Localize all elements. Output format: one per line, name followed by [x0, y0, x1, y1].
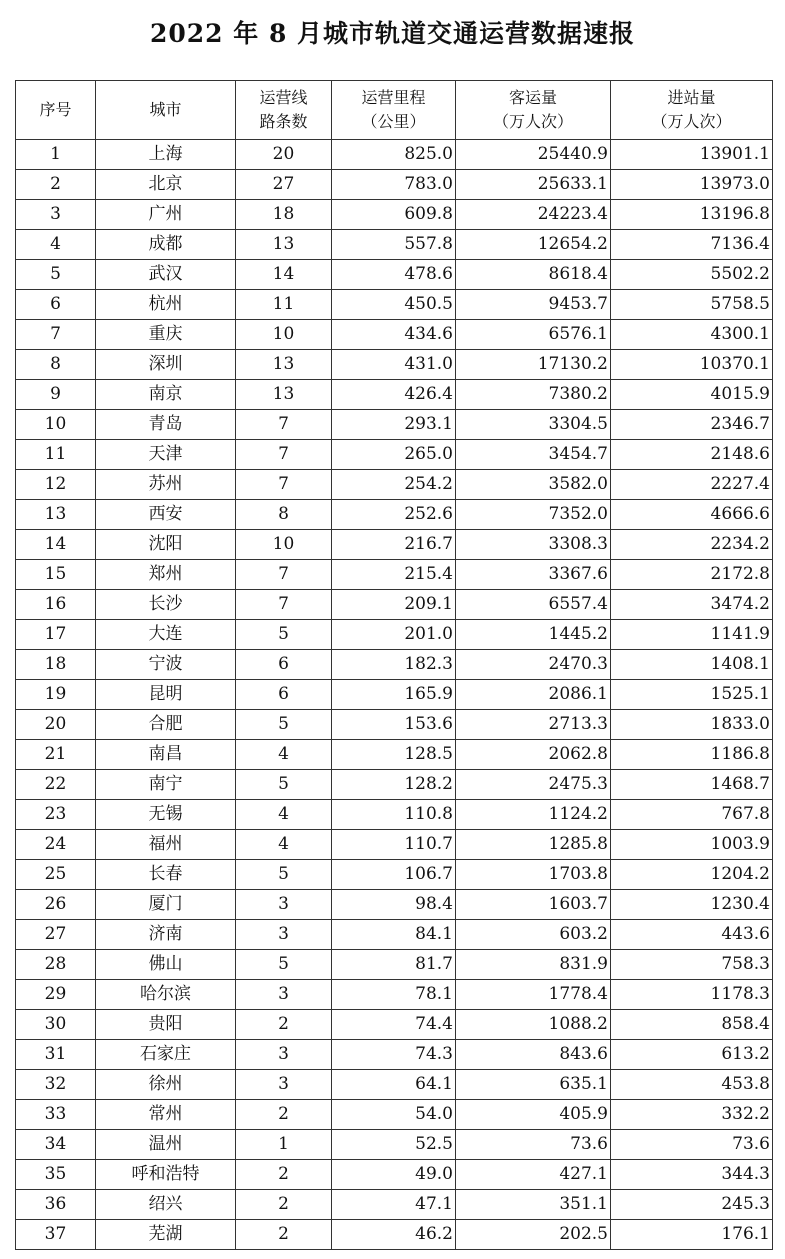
table-row	[16, 920, 773, 950]
station-entries-cell: 2234.2	[611, 530, 773, 560]
table-row	[16, 290, 773, 320]
row-index-cell: 17	[16, 620, 96, 650]
line-count-cell: 2	[236, 1160, 332, 1190]
table-row	[16, 200, 773, 230]
city-name-cell: 芜湖	[96, 1220, 236, 1250]
city-name-cell: 上海	[96, 140, 236, 170]
table-row	[16, 890, 773, 920]
city-name-cell: 西安	[96, 500, 236, 530]
table-row	[16, 530, 773, 560]
row-index-cell: 23	[16, 800, 96, 830]
station-entries-cell: 176.1	[611, 1220, 773, 1250]
city-name-cell: 大连	[96, 620, 236, 650]
table-row	[16, 500, 773, 530]
row-index-cell: 12	[16, 470, 96, 500]
mileage-cell: 201.0	[332, 620, 456, 650]
page-title: 2022 年 8 月城市轨道交通运营数据速报	[149, 19, 636, 48]
line-count-cell: 3	[236, 920, 332, 950]
station-entries-cell: 1230.4	[611, 890, 773, 920]
table-row	[16, 710, 773, 740]
ridership-cell: 7352.0	[456, 500, 611, 530]
line-count-cell: 2	[236, 1190, 332, 1220]
table-row	[16, 740, 773, 770]
table-row	[16, 680, 773, 710]
station-entries-cell: 7136.4	[611, 230, 773, 260]
row-index-cell: 5	[16, 260, 96, 290]
ridership-cell: 1703.8	[456, 860, 611, 890]
data-table	[15, 80, 773, 1250]
row-index-cell: 18	[16, 650, 96, 680]
line-count-cell: 4	[236, 800, 332, 830]
ridership-cell: 1285.8	[456, 830, 611, 860]
row-index-cell: 7	[16, 320, 96, 350]
mileage-cell: 450.5	[332, 290, 456, 320]
station-entries-cell: 5758.5	[611, 290, 773, 320]
ridership-cell: 3454.7	[456, 440, 611, 470]
ridership-cell: 3367.6	[456, 560, 611, 590]
ridership-cell: 427.1	[456, 1160, 611, 1190]
station-entries-cell: 13973.0	[611, 170, 773, 200]
mileage-cell: 49.0	[332, 1160, 456, 1190]
mileage-cell: 165.9	[332, 680, 456, 710]
mileage-cell: 52.5	[332, 1130, 456, 1160]
mileage-cell: 74.3	[332, 1040, 456, 1070]
row-index-cell: 1	[16, 140, 96, 170]
row-index-cell: 32	[16, 1070, 96, 1100]
mileage-cell: 128.2	[332, 770, 456, 800]
station-entries-cell: 767.8	[611, 800, 773, 830]
station-entries-cell: 1408.1	[611, 650, 773, 680]
mileage-cell: 478.6	[332, 260, 456, 290]
city-name-cell: 郑州	[96, 560, 236, 590]
line-count-cell: 2	[236, 1100, 332, 1130]
header-ridership: 客运量 （万人次）	[456, 81, 611, 140]
mileage-cell: 557.8	[332, 230, 456, 260]
station-entries-cell: 758.3	[611, 950, 773, 980]
header-mileage: 运营里程 （公里）	[332, 81, 456, 140]
line-count-cell: 7	[236, 560, 332, 590]
line-count-cell: 3	[236, 890, 332, 920]
line-count-cell: 11	[236, 290, 332, 320]
city-name-cell: 武汉	[96, 260, 236, 290]
city-name-cell: 昆明	[96, 680, 236, 710]
mileage-cell: 84.1	[332, 920, 456, 950]
line-count-cell: 18	[236, 200, 332, 230]
line-count-cell: 10	[236, 320, 332, 350]
mileage-cell: 153.6	[332, 710, 456, 740]
city-name-cell: 福州	[96, 830, 236, 860]
line-count-cell: 5	[236, 950, 332, 980]
city-name-cell: 贵阳	[96, 1010, 236, 1040]
mileage-cell: 110.8	[332, 800, 456, 830]
city-name-cell: 长沙	[96, 590, 236, 620]
station-entries-cell: 1833.0	[611, 710, 773, 740]
station-entries-cell: 1525.1	[611, 680, 773, 710]
station-entries-cell: 1178.3	[611, 980, 773, 1010]
ridership-cell: 7380.2	[456, 380, 611, 410]
city-name-cell: 沈阳	[96, 530, 236, 560]
station-entries-cell: 4666.6	[611, 500, 773, 530]
row-index-cell: 11	[16, 440, 96, 470]
city-name-cell: 青岛	[96, 410, 236, 440]
ridership-cell: 3308.3	[456, 530, 611, 560]
row-index-cell: 2	[16, 170, 96, 200]
table-row	[16, 560, 773, 590]
ridership-cell: 1124.2	[456, 800, 611, 830]
city-name-cell: 长春	[96, 860, 236, 890]
station-entries-cell: 5502.2	[611, 260, 773, 290]
station-entries-cell: 2172.8	[611, 560, 773, 590]
header-city: 城市	[96, 81, 236, 140]
table-row	[16, 1190, 773, 1220]
station-entries-cell: 10370.1	[611, 350, 773, 380]
city-name-cell: 温州	[96, 1130, 236, 1160]
ridership-cell: 405.9	[456, 1100, 611, 1130]
mileage-cell: 215.4	[332, 560, 456, 590]
city-name-cell: 杭州	[96, 290, 236, 320]
station-entries-cell: 3474.2	[611, 590, 773, 620]
table-row	[16, 320, 773, 350]
header-lines: 运营线 路条数	[236, 81, 332, 140]
table-row	[16, 770, 773, 800]
station-entries-cell: 73.6	[611, 1130, 773, 1160]
ridership-cell: 17130.2	[456, 350, 611, 380]
ridership-cell: 603.2	[456, 920, 611, 950]
mileage-cell: 252.6	[332, 500, 456, 530]
line-count-cell: 4	[236, 740, 332, 770]
city-name-cell: 石家庄	[96, 1040, 236, 1070]
row-index-cell: 36	[16, 1190, 96, 1220]
row-index-cell: 29	[16, 980, 96, 1010]
mileage-cell: 47.1	[332, 1190, 456, 1220]
line-count-cell: 6	[236, 650, 332, 680]
row-index-cell: 21	[16, 740, 96, 770]
city-name-cell: 合肥	[96, 710, 236, 740]
mileage-cell: 825.0	[332, 140, 456, 170]
ridership-cell: 831.9	[456, 950, 611, 980]
line-count-cell: 5	[236, 860, 332, 890]
station-entries-cell: 1204.2	[611, 860, 773, 890]
station-entries-cell: 4300.1	[611, 320, 773, 350]
ridership-cell: 6557.4	[456, 590, 611, 620]
city-name-cell: 呼和浩特	[96, 1160, 236, 1190]
line-count-cell: 13	[236, 350, 332, 380]
station-entries-cell: 13901.1	[611, 140, 773, 170]
station-entries-cell: 613.2	[611, 1040, 773, 1070]
table-row	[16, 1220, 773, 1250]
line-count-cell: 5	[236, 620, 332, 650]
station-entries-cell: 13196.8	[611, 200, 773, 230]
table-row	[16, 590, 773, 620]
table-row	[16, 1160, 773, 1190]
row-index-cell: 28	[16, 950, 96, 980]
line-count-cell: 8	[236, 500, 332, 530]
line-count-cell: 27	[236, 170, 332, 200]
city-name-cell: 广州	[96, 200, 236, 230]
line-count-cell: 3	[236, 980, 332, 1010]
ridership-cell: 9453.7	[456, 290, 611, 320]
header-entries: 进站量 （万人次）	[611, 81, 773, 140]
line-count-cell: 14	[236, 260, 332, 290]
city-name-cell: 常州	[96, 1100, 236, 1130]
table-row	[16, 980, 773, 1010]
mileage-cell: 98.4	[332, 890, 456, 920]
mileage-cell: 110.7	[332, 830, 456, 860]
ridership-cell: 8618.4	[456, 260, 611, 290]
ridership-cell: 25440.9	[456, 140, 611, 170]
ridership-cell: 6576.1	[456, 320, 611, 350]
mileage-cell: 426.4	[332, 380, 456, 410]
row-index-cell: 10	[16, 410, 96, 440]
ridership-cell: 2713.3	[456, 710, 611, 740]
row-index-cell: 35	[16, 1160, 96, 1190]
ridership-cell: 12654.2	[456, 230, 611, 260]
mileage-cell: 209.1	[332, 590, 456, 620]
table-row	[16, 1070, 773, 1100]
mileage-cell: 254.2	[332, 470, 456, 500]
ridership-cell: 1603.7	[456, 890, 611, 920]
ridership-cell: 73.6	[456, 1130, 611, 1160]
table-row	[16, 440, 773, 470]
city-name-cell: 南宁	[96, 770, 236, 800]
station-entries-cell: 2227.4	[611, 470, 773, 500]
line-count-cell: 6	[236, 680, 332, 710]
row-index-cell: 31	[16, 1040, 96, 1070]
line-count-cell: 5	[236, 770, 332, 800]
ridership-cell: 2086.1	[456, 680, 611, 710]
city-name-cell: 徐州	[96, 1070, 236, 1100]
row-index-cell: 27	[16, 920, 96, 950]
line-count-cell: 3	[236, 1040, 332, 1070]
table-header-row	[16, 81, 773, 140]
line-count-cell: 7	[236, 470, 332, 500]
station-entries-cell: 2346.7	[611, 410, 773, 440]
row-index-cell: 26	[16, 890, 96, 920]
mileage-cell: 46.2	[332, 1220, 456, 1250]
table-row	[16, 620, 773, 650]
city-name-cell: 无锡	[96, 800, 236, 830]
table-body	[16, 140, 773, 1250]
mileage-cell: 81.7	[332, 950, 456, 980]
city-name-cell: 北京	[96, 170, 236, 200]
table-row	[16, 140, 773, 170]
line-count-cell: 2	[236, 1010, 332, 1040]
city-name-cell: 天津	[96, 440, 236, 470]
city-name-cell: 绍兴	[96, 1190, 236, 1220]
station-entries-cell: 453.8	[611, 1070, 773, 1100]
row-index-cell: 15	[16, 560, 96, 590]
table-row	[16, 1010, 773, 1040]
line-count-cell: 5	[236, 710, 332, 740]
data-table-container	[15, 80, 772, 1250]
station-entries-cell: 858.4	[611, 1010, 773, 1040]
city-name-cell: 佛山	[96, 950, 236, 980]
mileage-cell: 64.1	[332, 1070, 456, 1100]
table-row	[16, 170, 773, 200]
station-entries-cell: 2148.6	[611, 440, 773, 470]
station-entries-cell: 443.6	[611, 920, 773, 950]
line-count-cell: 4	[236, 830, 332, 860]
city-name-cell: 重庆	[96, 320, 236, 350]
row-index-cell: 9	[16, 380, 96, 410]
station-entries-cell: 1003.9	[611, 830, 773, 860]
line-count-cell: 7	[236, 410, 332, 440]
row-index-cell: 22	[16, 770, 96, 800]
table-row	[16, 800, 773, 830]
row-index-cell: 37	[16, 1220, 96, 1250]
row-index-cell: 6	[16, 290, 96, 320]
line-count-cell: 13	[236, 230, 332, 260]
mileage-cell: 182.3	[332, 650, 456, 680]
row-index-cell: 34	[16, 1130, 96, 1160]
city-name-cell: 哈尔滨	[96, 980, 236, 1010]
table-row	[16, 410, 773, 440]
city-name-cell: 成都	[96, 230, 236, 260]
table-row	[16, 830, 773, 860]
mileage-cell: 265.0	[332, 440, 456, 470]
ridership-cell: 1778.4	[456, 980, 611, 1010]
station-entries-cell: 344.3	[611, 1160, 773, 1190]
ridership-cell: 2062.8	[456, 740, 611, 770]
station-entries-cell: 332.2	[611, 1100, 773, 1130]
table-row	[16, 230, 773, 260]
city-name-cell: 厦门	[96, 890, 236, 920]
row-index-cell: 30	[16, 1010, 96, 1040]
table-row	[16, 470, 773, 500]
table-row	[16, 860, 773, 890]
mileage-cell: 293.1	[332, 410, 456, 440]
mileage-cell: 78.1	[332, 980, 456, 1010]
table-row	[16, 260, 773, 290]
line-count-cell: 7	[236, 590, 332, 620]
mileage-cell: 128.5	[332, 740, 456, 770]
line-count-cell: 7	[236, 440, 332, 470]
line-count-cell: 20	[236, 140, 332, 170]
mileage-cell: 434.6	[332, 320, 456, 350]
row-index-cell: 33	[16, 1100, 96, 1130]
table-row	[16, 1100, 773, 1130]
ridership-cell: 2470.3	[456, 650, 611, 680]
mileage-cell: 783.0	[332, 170, 456, 200]
city-name-cell: 苏州	[96, 470, 236, 500]
line-count-cell: 3	[236, 1070, 332, 1100]
line-count-cell: 13	[236, 380, 332, 410]
table-row	[16, 380, 773, 410]
table-row	[16, 650, 773, 680]
ridership-cell: 2475.3	[456, 770, 611, 800]
ridership-cell: 1088.2	[456, 1010, 611, 1040]
ridership-cell: 1445.2	[456, 620, 611, 650]
ridership-cell: 351.1	[456, 1190, 611, 1220]
station-entries-cell: 4015.9	[611, 380, 773, 410]
table-row	[16, 1040, 773, 1070]
city-name-cell: 深圳	[96, 350, 236, 380]
city-name-cell: 济南	[96, 920, 236, 950]
row-index-cell: 14	[16, 530, 96, 560]
table-row	[16, 350, 773, 380]
mileage-cell: 74.4	[332, 1010, 456, 1040]
line-count-cell: 1	[236, 1130, 332, 1160]
station-entries-cell: 1468.7	[611, 770, 773, 800]
city-name-cell: 南京	[96, 380, 236, 410]
table-row	[16, 950, 773, 980]
ridership-cell: 843.6	[456, 1040, 611, 1070]
station-entries-cell: 245.3	[611, 1190, 773, 1220]
row-index-cell: 25	[16, 860, 96, 890]
city-name-cell: 宁波	[96, 650, 236, 680]
line-count-cell: 10	[236, 530, 332, 560]
row-index-cell: 20	[16, 710, 96, 740]
ridership-cell: 3582.0	[456, 470, 611, 500]
ridership-cell: 24223.4	[456, 200, 611, 230]
mileage-cell: 609.8	[332, 200, 456, 230]
ridership-cell: 25633.1	[456, 170, 611, 200]
mileage-cell: 431.0	[332, 350, 456, 380]
station-entries-cell: 1141.9	[611, 620, 773, 650]
ridership-cell: 202.5	[456, 1220, 611, 1250]
row-index-cell: 3	[16, 200, 96, 230]
header-index: 序号	[16, 81, 96, 140]
row-index-cell: 24	[16, 830, 96, 860]
table-row	[16, 1130, 773, 1160]
city-name-cell: 南昌	[96, 740, 236, 770]
row-index-cell: 19	[16, 680, 96, 710]
row-index-cell: 13	[16, 500, 96, 530]
line-count-cell: 2	[236, 1220, 332, 1250]
station-entries-cell: 1186.8	[611, 740, 773, 770]
row-index-cell: 16	[16, 590, 96, 620]
row-index-cell: 4	[16, 230, 96, 260]
mileage-cell: 106.7	[332, 860, 456, 890]
mileage-cell: 216.7	[332, 530, 456, 560]
row-index-cell: 8	[16, 350, 96, 380]
ridership-cell: 635.1	[456, 1070, 611, 1100]
ridership-cell: 3304.5	[456, 410, 611, 440]
mileage-cell: 54.0	[332, 1100, 456, 1130]
